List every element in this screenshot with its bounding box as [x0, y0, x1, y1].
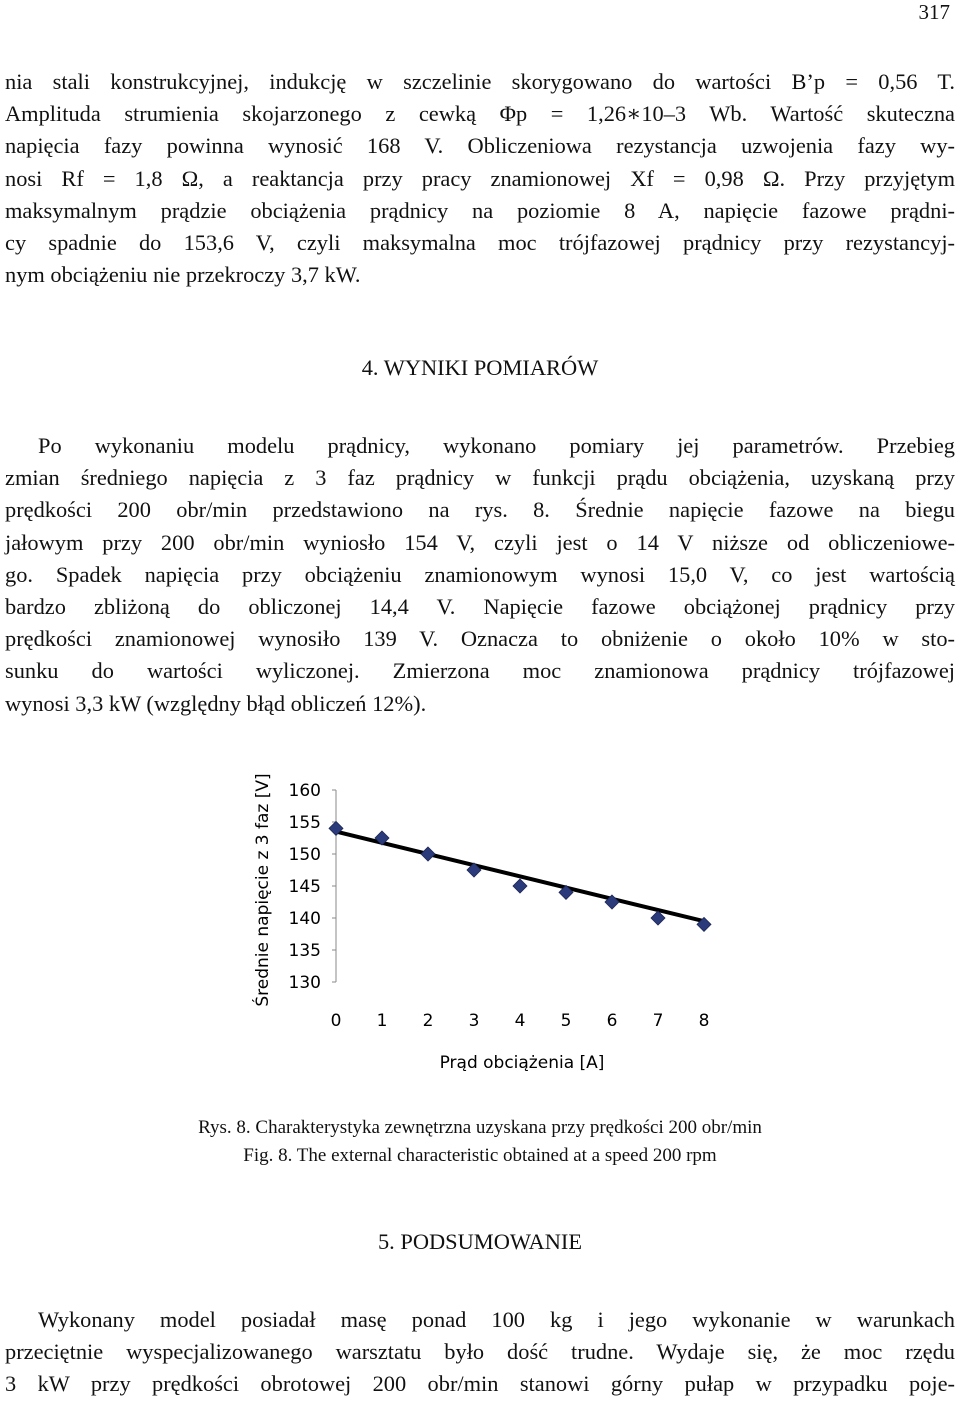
y-axis-ticks [289, 781, 336, 993]
text-line: nia stali konstrukcyjnej, indukcję w szczelinie skorygowano do wartości B’p = 0,56 T. [5, 69, 955, 94]
y-tick-label: 140 [288, 909, 321, 929]
y-tick-label: 130 [288, 973, 321, 993]
text-line: zmian średniego napięcia z 3 faz prądnicy w funkcji prądu obciążenia, uzyskaną przy [5, 465, 955, 491]
text-line: Amplituda strumienia skojarzonego z cewką Φp = 1,26∗10–3 Wb. Wartość skuteczna [5, 101, 955, 127]
text-line: Po wykonaniu modelu prądnicy, wykonano pomiary jej parametrów. Przebieg [38, 433, 955, 458]
text-line: napięcia fazy powinna wynosić 168 V. Obliczeniowa rezystancja uzwojenia fazy wy- [5, 133, 955, 159]
text-line: nosi Rf = 1,8 Ω, a reaktancja przy pracy znamionowej Xf = 0,98 Ω. Przy przyjętym [5, 165, 955, 191]
x-tick-label: 1 [376, 1011, 388, 1031]
external-characteristic-chart [240, 760, 740, 1080]
text-line: wynosi 3,3 kW (względny błąd obliczeń 12%). [5, 690, 427, 716]
section-heading-summary: 5. PODSUMOWANIE [377, 1229, 582, 1254]
x-tick-label: 5 [560, 1011, 572, 1031]
y-tick-label: 145 [288, 877, 321, 897]
page-number: 317 [918, 0, 950, 24]
data-point-marker [421, 847, 435, 861]
trendline [336, 832, 704, 922]
text-line: Wykonany model posiadał masę ponad 100 kg i jego wykonanie w warunkach [38, 1307, 955, 1332]
section-heading-results: 4. WYNIKI POMIARÓW [361, 355, 599, 380]
y-tick-label: 155 [288, 813, 321, 833]
y-tick-label: 160 [288, 781, 321, 801]
paragraph-results [5, 430, 955, 720]
text-line: prędkości znamionowej wynosiło 139 V. Oznacza to obniżenie o około 10% w sto- [5, 626, 955, 652]
text-line: cy spadnie do 153,6 V, czyli maksymalna moc trójfazowej prądnicy przy rezystancyj- [5, 230, 955, 256]
y-axis-label: Średnie napięcie z 3 faz [V] [253, 773, 273, 1007]
figure-caption-pl: Rys. 8. Charakterystyka zewnętrzna uzyskana przy prędkości 200 obr/min [198, 1117, 762, 1138]
x-tick-label: 3 [468, 1011, 480, 1031]
x-tick-label: 6 [606, 1011, 618, 1031]
text-line: sunku do wartości wyliczonej. Zmierzona moc znamionowa prądnicy trójfazowej [5, 658, 955, 684]
text-line: bardzo zbliżoną do obliczonej 14,4 V. Napięcie fazowe obciążonej prądnicy przy [5, 594, 955, 620]
x-tick-label: 4 [514, 1011, 526, 1031]
text-line: przeciętnie wyspecjalizowanego warsztatu było dość trudne. Wydaje się, że moc rzędu [5, 1339, 955, 1365]
paragraph-intro [5, 66, 955, 291]
text-line: jałowym przy 200 obr/min wyniosło 154 V, czyli jest o 14 V niższe od obliczeniowe- [5, 529, 955, 555]
figure-caption-en: Fig. 8. The external characteristic obtained at a speed 200 rpm [243, 1145, 717, 1166]
x-tick-label: 0 [330, 1011, 342, 1031]
x-tick-label: 7 [652, 1011, 664, 1031]
x-tick-label: 8 [698, 1011, 710, 1031]
y-axis-title [251, 773, 273, 1006]
text-line: 3 kW przy prędkości obrotowej 200 obr/min stanowi górny pułap w przypadku poje- [5, 1371, 955, 1397]
text-line: prędkości 200 obr/min przedstawiono na rys. 8. Średnie napięcie fazowe na biegu [5, 497, 955, 523]
x-tick-label: 2 [422, 1011, 434, 1031]
x-axis-ticks [331, 1011, 710, 1031]
x-axis-label: Prąd obciążenia [A] [439, 1053, 605, 1073]
text-line: go. Spadek napięcia przy obciążeniu znamionowym wynosi 15,0 V, co jest wartością [5, 561, 955, 587]
y-tick-label: 150 [288, 845, 321, 865]
text-line: maksymalnym prądzie obciążenia prądnicy na poziomie 8 A, napięcie fazowe prądni- [5, 197, 955, 223]
data-point-marker [513, 879, 527, 893]
trendline-line [336, 832, 704, 922]
y-tick-label: 135 [288, 941, 321, 961]
text-line: nym obciążeniu nie przekroczy 3,7 kW. [5, 262, 361, 288]
paragraph-summary [5, 1304, 955, 1401]
